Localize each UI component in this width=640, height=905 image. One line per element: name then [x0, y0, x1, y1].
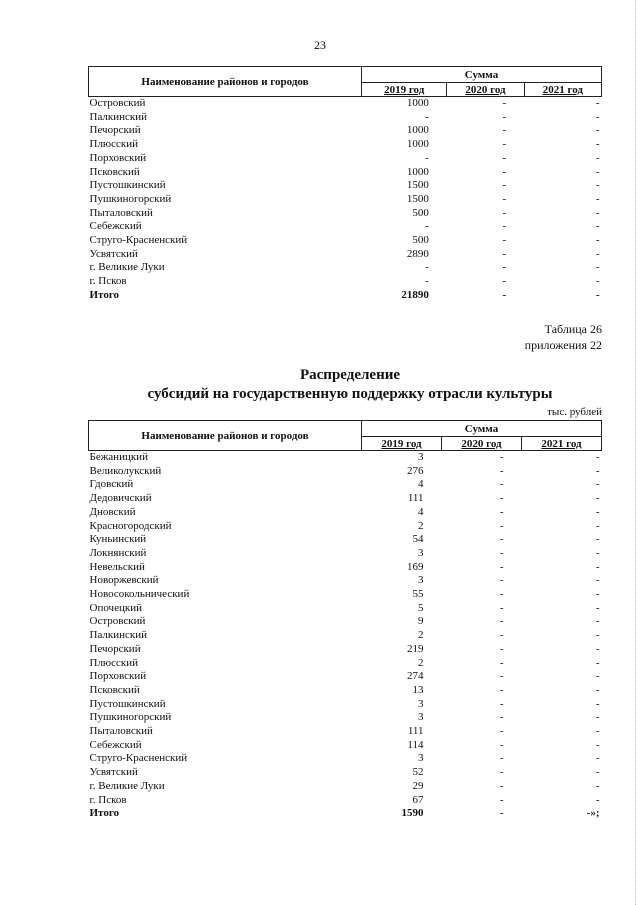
value-2021-cell: - — [595, 766, 600, 779]
title-line-1: Распределение — [299, 367, 401, 383]
table-row — [89, 739, 602, 753]
value-2020-cell: - — [502, 138, 507, 151]
value-2021-cell: - — [595, 793, 600, 806]
table-row — [89, 207, 602, 221]
table-row — [89, 193, 602, 207]
appendix-number: приложения 22 — [524, 338, 602, 352]
value-2019-cell: - — [425, 275, 429, 288]
value-2021-cell: - — [595, 275, 600, 288]
district-name-cell: Себежский — [89, 738, 142, 751]
value-2020-cell: - — [499, 629, 504, 642]
district-name-cell: Печорский — [89, 124, 141, 137]
district-name-cell: г. Псков — [89, 793, 127, 806]
column-header-2019: 2019 год — [362, 83, 447, 97]
value-2020-cell: - — [499, 505, 504, 518]
district-name-cell: Плюсский — [89, 656, 139, 669]
value-2020-cell: - — [502, 234, 507, 247]
table-row — [89, 520, 602, 534]
column-header-name: Наименование районов и городов — [89, 67, 362, 97]
value-2020-cell: - — [499, 615, 504, 628]
table-row — [89, 766, 602, 780]
value-2019-cell: 13 — [412, 683, 424, 696]
value-2021-cell: - — [595, 179, 600, 192]
value-2021-cell: - — [595, 97, 600, 109]
value-2021-cell: - — [595, 505, 600, 518]
value-2020-cell: - — [499, 574, 504, 587]
district-name-cell: Опочецкий — [89, 601, 142, 614]
value-2019-cell: 3 — [418, 711, 424, 724]
value-2019-cell: 2 — [418, 656, 424, 669]
table-row — [89, 588, 602, 602]
value-2020-cell: - — [502, 124, 507, 137]
district-name-cell: Итого — [89, 288, 120, 301]
district-name-cell: Пыталовский — [89, 725, 153, 738]
value-2019-cell: 274 — [407, 670, 424, 683]
table-row — [89, 248, 602, 262]
table-number: Таблица 26 — [544, 322, 602, 336]
table-row — [89, 643, 602, 657]
value-2020-cell: - — [502, 192, 507, 205]
value-2019-cell: 1000 — [406, 124, 429, 137]
value-2021-cell: - — [595, 247, 600, 260]
district-name-cell: Пушкиногорский — [89, 192, 172, 205]
district-name-cell: Красногородский — [89, 519, 172, 532]
value-2019-cell: 1000 — [406, 97, 429, 109]
value-2019-cell: 5 — [418, 601, 424, 614]
district-name-cell: Великолукский — [89, 464, 162, 477]
district-name-cell: Дновский — [89, 505, 136, 518]
value-2019-cell: 1000 — [406, 138, 429, 151]
district-name-cell: Себежский — [89, 220, 142, 233]
value-2020-cell: - — [499, 807, 504, 820]
value-2019-cell: 3 — [418, 451, 424, 463]
value-2021-cell: - — [595, 779, 600, 792]
table-row — [89, 166, 602, 180]
value-2020-cell: - — [499, 601, 504, 614]
table-row — [89, 670, 602, 684]
table-row — [89, 506, 602, 520]
value-2021-cell: - — [595, 546, 600, 559]
district-name-cell: Псковский — [89, 165, 140, 178]
value-2020-cell: - — [502, 110, 507, 123]
table-row — [89, 574, 602, 588]
value-2021-cell: - — [595, 656, 600, 669]
column-header-2019: 2019 год — [362, 437, 442, 451]
column-header-2020: 2020 год — [447, 83, 524, 97]
table-row — [89, 124, 602, 138]
section-title — [60, 366, 640, 404]
table-row — [89, 698, 602, 712]
table-body — [89, 451, 602, 821]
value-2019-cell: 1500 — [406, 179, 429, 192]
column-header-name: Наименование районов и городов — [89, 421, 362, 451]
table-row — [89, 547, 602, 561]
value-2019-cell: 67 — [412, 793, 424, 806]
value-2019-cell: - — [425, 151, 429, 164]
value-2019-cell: - — [425, 261, 429, 274]
value-2019-cell: 276 — [407, 464, 424, 477]
value-2020-cell: - — [499, 492, 504, 505]
district-name-cell: г. Великие Луки — [89, 261, 165, 274]
column-header-sum: Сумма — [362, 421, 602, 437]
page-edge-marks — [632, 0, 636, 905]
units-label: тыс. рублей — [547, 406, 602, 418]
value-2020-cell: - — [502, 220, 507, 233]
value-2019-cell: - — [425, 220, 429, 233]
value-2019-cell: 21890 — [401, 288, 429, 301]
table-row — [89, 615, 602, 629]
table-row — [89, 261, 602, 275]
value-2020-cell: - — [499, 560, 504, 573]
value-2021-cell: - — [595, 206, 600, 219]
district-name-cell: Струго-Красненский — [89, 752, 188, 765]
value-2020-cell: - — [499, 451, 504, 463]
district-name-cell: Порховский — [89, 670, 147, 683]
district-name-cell: Псковский — [89, 683, 140, 696]
district-name-cell: Гдовский — [89, 478, 134, 491]
value-2019-cell: 114 — [407, 738, 424, 751]
table-row — [89, 780, 602, 794]
total-row — [89, 289, 602, 303]
value-2019-cell: 2 — [418, 519, 424, 532]
value-2019-cell: 2890 — [406, 247, 429, 260]
value-2021-cell: - — [595, 110, 600, 123]
value-2020-cell: - — [502, 206, 507, 219]
district-name-cell: Палкинский — [89, 629, 148, 642]
table-row — [89, 602, 602, 616]
district-name-cell: Островский — [89, 615, 146, 628]
district-name-cell: Пустошкинский — [89, 179, 166, 192]
value-2020-cell: - — [499, 738, 504, 751]
value-2019-cell: 3 — [418, 697, 424, 710]
table-row — [89, 492, 602, 506]
value-2019-cell: - — [425, 110, 429, 123]
table-row — [89, 561, 602, 575]
table-row — [89, 684, 602, 698]
value-2021-cell: - — [595, 451, 600, 463]
value-2019-cell: 2 — [418, 629, 424, 642]
column-header-2021: 2021 год — [524, 83, 601, 97]
table-caption — [525, 321, 602, 353]
value-2019-cell: 52 — [412, 766, 424, 779]
value-2019-cell: 1590 — [401, 807, 424, 820]
value-2020-cell: - — [502, 97, 507, 109]
table-row — [89, 794, 602, 808]
value-2020-cell: - — [499, 725, 504, 738]
value-2021-cell: - — [595, 588, 600, 601]
value-2020-cell: - — [499, 642, 504, 655]
district-name-cell: Итого — [89, 807, 120, 820]
value-2020-cell: - — [499, 519, 504, 532]
value-2020-cell: - — [499, 670, 504, 683]
column-header-2021: 2021 год — [522, 437, 602, 451]
value-2021-cell: - — [595, 124, 600, 137]
value-2020-cell: - — [499, 546, 504, 559]
table-body — [89, 97, 602, 303]
value-2020-cell: - — [499, 464, 504, 477]
table-row — [89, 725, 602, 739]
value-2021-cell: - — [595, 138, 600, 151]
table-row — [89, 138, 602, 152]
district-name-cell: Струго-Красненский — [89, 234, 188, 247]
district-name-cell: Усвятский — [89, 247, 138, 260]
value-2020-cell: - — [502, 288, 507, 301]
value-2021-cell: - — [595, 560, 600, 573]
value-2019-cell: 111 — [407, 492, 424, 505]
table-row — [89, 629, 602, 643]
culture-subsidies-table — [88, 420, 602, 821]
value-2021-cell: - — [595, 629, 600, 642]
district-name-cell: Пыталовский — [89, 206, 153, 219]
value-2021-cell: - — [595, 261, 600, 274]
district-name-cell: г. Великие Луки — [89, 779, 165, 792]
value-2021-cell: - — [595, 492, 600, 505]
value-2020-cell: - — [502, 179, 507, 192]
value-2020-cell: - — [499, 711, 504, 724]
value-2021-cell: - — [595, 642, 600, 655]
table-row — [89, 478, 602, 492]
value-2020-cell: - — [499, 683, 504, 696]
value-2021-cell: - — [595, 519, 600, 532]
value-2021-cell: - — [595, 533, 600, 546]
table-row — [89, 234, 602, 248]
district-name-cell: Новосокольнический — [89, 588, 190, 601]
value-2020-cell: - — [499, 697, 504, 710]
value-2021-cell: - — [595, 752, 600, 765]
value-2019-cell: 500 — [412, 234, 429, 247]
value-2021-cell: - — [595, 697, 600, 710]
district-name-cell: Бежаницкий — [89, 451, 148, 463]
value-2019-cell: 111 — [407, 725, 424, 738]
value-2020-cell: - — [499, 766, 504, 779]
value-2020-cell: - — [499, 752, 504, 765]
table-row — [89, 711, 602, 725]
value-2020-cell: - — [502, 165, 507, 178]
value-2020-cell: - — [502, 151, 507, 164]
value-2021-cell: - — [595, 234, 600, 247]
value-2019-cell: 3 — [418, 574, 424, 587]
value-2020-cell: - — [502, 261, 507, 274]
value-2019-cell: 1500 — [406, 192, 429, 205]
district-name-cell: Плюсский — [89, 138, 139, 151]
district-name-cell: Пустошкинский — [89, 697, 166, 710]
district-name-cell: г. Псков — [89, 275, 127, 288]
value-2019-cell: 3 — [418, 546, 424, 559]
value-2019-cell: 4 — [418, 478, 424, 491]
value-2021-cell: - — [595, 464, 600, 477]
table-row — [89, 97, 602, 111]
district-name-cell: Новоржевский — [89, 574, 159, 587]
value-2020-cell: - — [499, 533, 504, 546]
table-row — [89, 179, 602, 193]
table-row — [89, 657, 602, 671]
district-name-cell: Порховский — [89, 151, 147, 164]
value-2021-cell: - — [595, 738, 600, 751]
district-name-cell: Печорский — [89, 642, 141, 655]
district-name-cell: Пушкиногорский — [89, 711, 172, 724]
value-2019-cell: 3 — [418, 752, 424, 765]
value-2021-cell: - — [595, 151, 600, 164]
value-2019-cell: 219 — [407, 642, 424, 655]
value-2020-cell: - — [499, 779, 504, 792]
table-row — [89, 111, 602, 125]
value-2021-cell: - — [595, 478, 600, 491]
value-2019-cell: 55 — [412, 588, 424, 601]
value-2020-cell: - — [499, 656, 504, 669]
value-2021-cell: - — [595, 601, 600, 614]
value-2019-cell: 9 — [418, 615, 424, 628]
value-2021-cell: - — [595, 574, 600, 587]
table-row — [89, 275, 602, 289]
district-name-cell: Дедовичский — [89, 492, 152, 505]
value-2019-cell: 54 — [412, 533, 424, 546]
value-2021-cell: - — [595, 683, 600, 696]
value-2020-cell: - — [502, 247, 507, 260]
value-2021-cell: - — [595, 288, 600, 301]
district-name-cell: Невельский — [89, 560, 145, 573]
column-header-sum: Сумма — [362, 67, 602, 83]
value-2020-cell: - — [499, 588, 504, 601]
districts-table-top — [88, 66, 602, 303]
district-name-cell: Куньинский — [89, 533, 147, 546]
value-2021-cell: - — [595, 711, 600, 724]
value-2020-cell: - — [499, 478, 504, 491]
table-row — [89, 220, 602, 234]
page-number: 23 — [314, 38, 326, 52]
value-2021-cell: - — [595, 615, 600, 628]
value-2021-cell: - — [595, 670, 600, 683]
total-row — [89, 807, 602, 821]
title-line-2: субсидий на государственную поддержку отрасли культуры — [147, 386, 553, 402]
district-name-cell: Локнянский — [89, 546, 147, 559]
district-name-cell: Усвятский — [89, 766, 138, 779]
district-name-cell: Островский — [89, 97, 146, 109]
value-2021-cell: -»; — [586, 807, 600, 820]
value-2019-cell: 500 — [412, 206, 429, 219]
value-2021-cell: - — [595, 725, 600, 738]
table-row — [89, 533, 602, 547]
value-2021-cell: - — [595, 192, 600, 205]
value-2019-cell: 29 — [412, 779, 424, 792]
district-name-cell: Палкинский — [89, 110, 148, 123]
value-2020-cell: - — [499, 793, 504, 806]
value-2019-cell: 169 — [407, 560, 424, 573]
value-2021-cell: - — [595, 165, 600, 178]
table-row — [89, 152, 602, 166]
value-2019-cell: 1000 — [406, 165, 429, 178]
value-2020-cell: - — [502, 275, 507, 288]
table-row — [89, 752, 602, 766]
value-2021-cell: - — [595, 220, 600, 233]
column-header-2020: 2020 год — [442, 437, 522, 451]
table-row — [89, 451, 602, 465]
table-row — [89, 465, 602, 479]
value-2019-cell: 4 — [418, 505, 424, 518]
